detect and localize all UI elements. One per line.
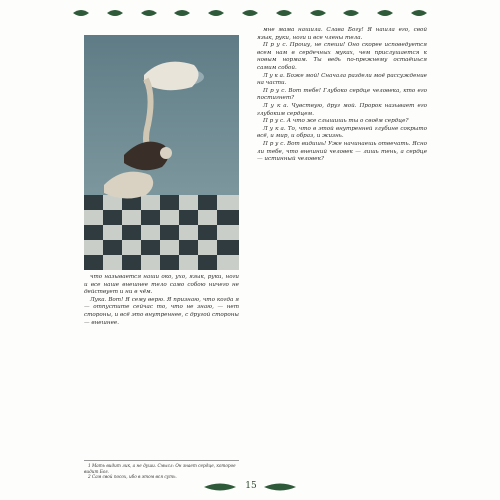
- leaf-ornament-icon: [106, 7, 124, 19]
- leaf-ornament-icon: [309, 7, 327, 19]
- leaf-ornament-icon: [207, 7, 225, 19]
- footnote: 1 Мать видит лик, а не души. Смысл: Он знает сердце, которое видит Бог.: [84, 463, 236, 474]
- paragraph: П р у с. Прошу, не спеши! Оно скорее исповедуется всем нам в сердечных муках, чем прислушается к новым нормам. Ты ведь по-прежнему остаёшься самим собой.: [257, 42, 427, 71]
- paragraph: П р у с. Вот видишь! Уже начинаешь отвечать. Ясно ли тебе, что внешний человек — лишь тень, а сердце — истинный человек?: [257, 140, 427, 163]
- painting-illustration: [84, 35, 239, 270]
- paragraph: Л у к а. Чувствую, друг мой. Пророк называет его глубоким сердцем.: [257, 102, 427, 117]
- leaf-ornament-icon: [173, 7, 191, 19]
- footnote: 2 Сам свой посох, ибо в этом вся суть.: [88, 474, 177, 480]
- leaf-ornament-icon: [140, 7, 158, 19]
- right-text-column: [257, 27, 427, 164]
- page-number: 15: [245, 481, 257, 491]
- paragraph: мне мама нашила. Слава Богу! Я нашла его, свой язык, руки, ноги и все члены тела.: [257, 27, 427, 41]
- footnotes: [84, 460, 239, 480]
- leaf-ornament-icon: [275, 7, 293, 19]
- leaf-ornament-icon: [72, 7, 90, 19]
- paragraph: П р у с. Вот тебе! Глубоко сердце человека, кто его постигнет?: [257, 87, 427, 102]
- paragraph: Л у к а. Боже мой! Сначала раздели моё рассуждение на части.: [257, 72, 427, 87]
- paragraph: Лука. Вот! Я сему верю. Я признаю, что когда я — отпустите сейчас то, что не знаю, — нет стороны, и всё это внутреннее, с другой стороны — внешнее.: [84, 296, 239, 326]
- ornamental-top-border: [72, 6, 428, 20]
- left-text-column: [84, 274, 239, 327]
- leaf-ornament-icon: [241, 7, 259, 19]
- paragraph: что называется наши око, ухо, язык, руки, ноги и все наше внешнее тело само собою ничего не действует и ни в чём.: [84, 274, 239, 296]
- leaf-ornament-icon: [410, 7, 428, 19]
- paragraph: Л у к а. То, что в этой внутренней глубине сокрыто всё, и мир, и образ, и жизнь.: [257, 125, 427, 140]
- leaf-ornament-icon: [376, 7, 394, 19]
- leaf-ornament-icon: [342, 7, 360, 19]
- paragraph: П р у с. А что же слышишь ты о своём сердце?: [263, 118, 409, 125]
